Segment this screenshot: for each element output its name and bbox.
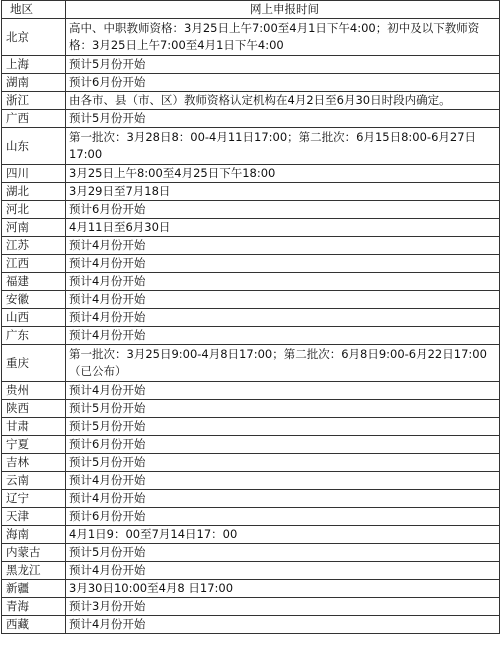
region-cell: 甘肃 [2, 418, 66, 436]
table-row [2, 562, 500, 580]
table-row [2, 291, 500, 309]
region-cell: 重庆 [2, 345, 66, 382]
table-row [2, 616, 500, 634]
application-period-cell: 预计5月份开始 [66, 56, 500, 74]
application-period-cell: 预计5月份开始 [66, 400, 500, 418]
application-period-cell: 预计4月份开始 [66, 327, 500, 345]
application-period-cell: 预计5月份开始 [66, 110, 500, 128]
table-row [2, 327, 500, 345]
region-cell: 新疆 [2, 580, 66, 598]
region-cell: 山西 [2, 309, 66, 327]
application-period-cell: 3月29日至7月18日 [66, 183, 500, 201]
application-period-cell: 第一批次：3月28日8：00-4月11日17:00；第二批次：6月15日8:00-6月27日17:00 [66, 128, 500, 165]
table-row [2, 201, 500, 219]
table-body [2, 19, 500, 634]
application-period-cell: 预计4月份开始 [66, 309, 500, 327]
application-period-cell: 预计4月份开始 [66, 382, 500, 400]
application-period-cell: 预计4月份开始 [66, 237, 500, 255]
region-cell: 吉林 [2, 454, 66, 472]
table-row [2, 526, 500, 544]
region-cell: 山东 [2, 128, 66, 165]
application-period-cell: 预计5月份开始 [66, 544, 500, 562]
table-row [2, 490, 500, 508]
application-period-cell: 3月25日上午8:00至4月25日下午18:00 [66, 165, 500, 183]
application-period-cell: 4月1日9：00至7月14日17：00 [66, 526, 500, 544]
region-cell: 广西 [2, 110, 66, 128]
application-period-cell: 预计4月份开始 [66, 562, 500, 580]
region-cell: 江苏 [2, 237, 66, 255]
application-period-cell: 预计4月份开始 [66, 255, 500, 273]
table-row [2, 92, 500, 110]
application-period-cell: 由各市、县（市、区）教师资格认定机构在4月2日至6月30日时段内确定。 [66, 92, 500, 110]
application-period-cell: 预计6月份开始 [66, 508, 500, 526]
region-cell: 海南 [2, 526, 66, 544]
application-period-cell: 预计6月份开始 [66, 436, 500, 454]
table-row [2, 183, 500, 201]
region-cell: 黑龙江 [2, 562, 66, 580]
application-period-cell: 第一批次：3月25日9:00-4月8日17:00；第二批次：6月8日9:00-6月22日17:00（已公布） [66, 345, 500, 382]
table-row [2, 454, 500, 472]
application-period-cell: 预计4月份开始 [66, 616, 500, 634]
application-period-cell: 预计5月份开始 [66, 418, 500, 436]
application-period-cell: 预计6月份开始 [66, 201, 500, 219]
region-cell: 湖北 [2, 183, 66, 201]
region-cell: 云南 [2, 472, 66, 490]
application-schedule-table [1, 0, 500, 634]
table-row [2, 110, 500, 128]
table-row [2, 219, 500, 237]
region-cell: 江西 [2, 255, 66, 273]
region-cell: 四川 [2, 165, 66, 183]
table-row [2, 128, 500, 165]
table-row [2, 255, 500, 273]
region-cell: 辽宁 [2, 490, 66, 508]
table-row [2, 237, 500, 255]
application-schedule-table-container [1, 0, 500, 634]
table-row [2, 345, 500, 382]
region-cell: 河南 [2, 219, 66, 237]
region-cell: 陕西 [2, 400, 66, 418]
application-period-cell: 预计3月份开始 [66, 598, 500, 616]
region-cell: 福建 [2, 273, 66, 291]
table-row [2, 418, 500, 436]
table-row [2, 400, 500, 418]
table-row [2, 436, 500, 454]
region-cell: 天津 [2, 508, 66, 526]
table-row [2, 273, 500, 291]
table-row [2, 598, 500, 616]
table-row [2, 74, 500, 92]
region-cell: 青海 [2, 598, 66, 616]
application-period-cell: 3月30日10:00至4月8 日17:00 [66, 580, 500, 598]
region-cell: 广东 [2, 327, 66, 345]
region-cell: 西藏 [2, 616, 66, 634]
table-row [2, 56, 500, 74]
table-row [2, 382, 500, 400]
region-cell: 湖南 [2, 74, 66, 92]
application-period-cell: 预计4月份开始 [66, 490, 500, 508]
application-period-cell: 预计4月份开始 [66, 472, 500, 490]
region-cell: 北京 [2, 19, 66, 56]
table-row [2, 309, 500, 327]
table-row [2, 165, 500, 183]
application-period-cell: 预计4月份开始 [66, 291, 500, 309]
region-cell: 贵州 [2, 382, 66, 400]
region-cell: 宁夏 [2, 436, 66, 454]
table-row [2, 472, 500, 490]
region-cell: 上海 [2, 56, 66, 74]
table-row [2, 544, 500, 562]
region-cell: 安徽 [2, 291, 66, 309]
table-row [2, 19, 500, 56]
region-cell: 浙江 [2, 92, 66, 110]
period-column-header: 网上申报时间 [66, 1, 500, 19]
table-row [2, 508, 500, 526]
application-period-cell: 预计5月份开始 [66, 454, 500, 472]
application-period-cell: 4月11日至6月30日 [66, 219, 500, 237]
region-cell: 内蒙古 [2, 544, 66, 562]
application-period-cell: 预计6月份开始 [66, 74, 500, 92]
region-column-header: 地区 [2, 1, 66, 19]
table-header-row [2, 1, 500, 19]
table-row [2, 580, 500, 598]
region-cell: 河北 [2, 201, 66, 219]
application-period-cell: 高中、中职教师资格：3月25日上午7:00至4月1日下午4:00；初中及以下教师资格：3月25日上午7:00至4月1日下午4:00 [66, 19, 500, 56]
application-period-cell: 预计4月份开始 [66, 273, 500, 291]
